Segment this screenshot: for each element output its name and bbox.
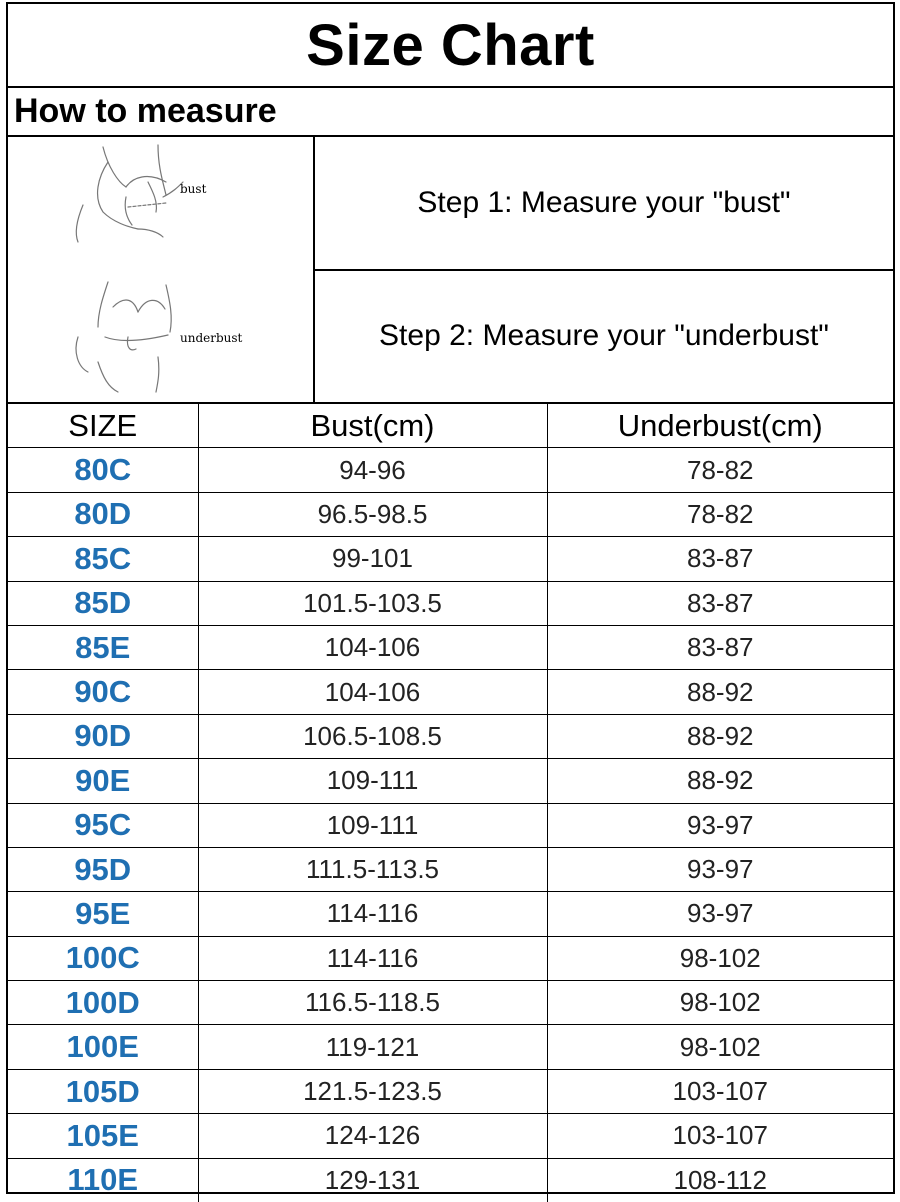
underbust-cell: 103-107 xyxy=(547,1069,893,1113)
bust-cell: 109-111 xyxy=(198,759,547,803)
header-size: SIZE xyxy=(8,404,198,448)
bust-cell: 116.5-118.5 xyxy=(198,981,547,1025)
measurement-illustrations xyxy=(8,137,315,402)
table-row xyxy=(8,670,893,714)
measure-steps-section xyxy=(8,137,893,404)
underbust-cell: 88-92 xyxy=(547,670,893,714)
underbust-cell: 83-87 xyxy=(547,537,893,581)
bust-cell: 104-106 xyxy=(198,625,547,669)
table-row xyxy=(8,1114,893,1158)
step-2-text: Step 2: Measure your "underbust" xyxy=(315,269,893,403)
bust-cell: 121.5-123.5 xyxy=(198,1069,547,1113)
table-row xyxy=(8,537,893,581)
table-row xyxy=(8,847,893,891)
underbust-cell: 108-112 xyxy=(547,1158,893,1202)
steps-column xyxy=(315,137,893,402)
underbust-cell: 98-102 xyxy=(547,1025,893,1069)
size-cell: 100E xyxy=(8,1025,198,1069)
table-row xyxy=(8,936,893,980)
underbust-cell: 78-82 xyxy=(547,492,893,536)
table-row xyxy=(8,803,893,847)
bust-cell: 119-121 xyxy=(198,1025,547,1069)
bust-cell: 114-116 xyxy=(198,892,547,936)
bust-cell: 104-106 xyxy=(198,670,547,714)
measuring-figures-illustration xyxy=(8,137,313,402)
size-table xyxy=(8,404,893,1202)
bust-cell: 124-126 xyxy=(198,1114,547,1158)
bust-cell: 101.5-103.5 xyxy=(198,581,547,625)
bust-cell: 111.5-113.5 xyxy=(198,847,547,891)
bust-cell: 129-131 xyxy=(198,1158,547,1202)
size-cell: 100D xyxy=(8,981,198,1025)
size-chart-sheet xyxy=(6,2,895,1198)
header-underbust: Underbust(cm) xyxy=(547,404,893,448)
table-row xyxy=(8,892,893,936)
table-row xyxy=(8,625,893,669)
underbust-cell: 83-87 xyxy=(547,581,893,625)
underbust-cell: 78-82 xyxy=(547,448,893,492)
table-row xyxy=(8,1158,893,1202)
underbust-cell: 98-102 xyxy=(547,936,893,980)
bust-cell: 114-116 xyxy=(198,936,547,980)
table-row xyxy=(8,581,893,625)
underbust-cell: 83-87 xyxy=(547,625,893,669)
underbust-cell: 98-102 xyxy=(547,981,893,1025)
underbust-cell: 93-97 xyxy=(547,803,893,847)
underbust-cell: 93-97 xyxy=(547,892,893,936)
size-table-header-row xyxy=(8,404,893,448)
size-cell: 95E xyxy=(8,892,198,936)
size-cell: 105E xyxy=(8,1114,198,1158)
size-cell: 105D xyxy=(8,1069,198,1113)
how-to-measure-heading: How to measure xyxy=(8,88,893,137)
table-row xyxy=(8,1025,893,1069)
underbust-cell: 93-97 xyxy=(547,847,893,891)
size-cell: 110E xyxy=(8,1158,198,1202)
size-cell: 80D xyxy=(8,492,198,536)
table-row xyxy=(8,714,893,758)
size-cell: 95C xyxy=(8,803,198,847)
header-bust: Bust(cm) xyxy=(198,404,547,448)
table-row xyxy=(8,492,893,536)
bust-cell: 106.5-108.5 xyxy=(198,714,547,758)
bust-label: bust xyxy=(180,182,207,196)
underbust-cell: 88-92 xyxy=(547,714,893,758)
underbust-cell: 88-92 xyxy=(547,759,893,803)
table-row xyxy=(8,981,893,1025)
size-cell: 95D xyxy=(8,847,198,891)
size-table-body xyxy=(8,448,893,1202)
size-cell: 85C xyxy=(8,537,198,581)
size-cell: 80C xyxy=(8,448,198,492)
underbust-label: underbust xyxy=(180,331,243,345)
size-cell: 90D xyxy=(8,714,198,758)
bust-cell: 96.5-98.5 xyxy=(198,492,547,536)
underbust-cell: 103-107 xyxy=(547,1114,893,1158)
step-1-text: Step 1: Measure your "bust" xyxy=(417,185,791,219)
size-cell: 90E xyxy=(8,759,198,803)
table-row xyxy=(8,1069,893,1113)
bust-cell: 94-96 xyxy=(198,448,547,492)
page-title: Size Chart xyxy=(8,4,893,88)
bust-cell: 99-101 xyxy=(198,537,547,581)
table-row xyxy=(8,759,893,803)
size-cell: 90C xyxy=(8,670,198,714)
bust-cell: 109-111 xyxy=(198,803,547,847)
table-row xyxy=(8,448,893,492)
size-cell: 100C xyxy=(8,936,198,980)
size-cell: 85E xyxy=(8,625,198,669)
size-cell: 85D xyxy=(8,581,198,625)
